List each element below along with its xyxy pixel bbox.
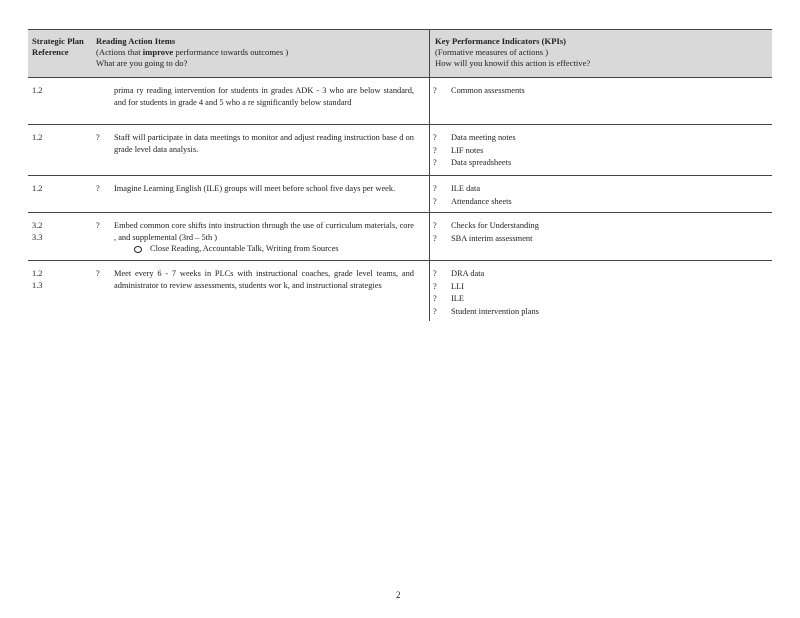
- row-action-text: prima ry reading intervention for students in grades ADK - 3 who are below standard, and for students in grade 4 and 5 who a re significantly below standard: [114, 86, 414, 107]
- kpi-text: ILE: [451, 294, 465, 303]
- kpi-marker: ?: [433, 221, 437, 230]
- header-col2-title: Reading Action Items: [96, 36, 176, 46]
- kpi-marker: ?: [433, 158, 437, 167]
- row-action: [96, 268, 414, 291]
- row-reference: 1.2: [32, 133, 43, 142]
- kpi-marker: ?: [433, 294, 437, 303]
- kpi-text: Attendance sheets: [451, 196, 512, 206]
- row-bullet: ?: [96, 221, 100, 230]
- row-divider: [429, 78, 430, 124]
- header-col3-line3: How will you knowif this action is effective?: [435, 58, 591, 68]
- row-bullet: ?: [96, 133, 100, 142]
- table-row: [28, 175, 772, 212]
- header-col2-line2: [96, 47, 416, 58]
- kpi-marker: ?: [433, 269, 437, 278]
- kpi-item: [433, 233, 763, 246]
- kpi-text: Student intervention plans: [451, 306, 539, 316]
- kpi-marker: ?: [433, 233, 437, 243]
- table-row: [28, 260, 772, 321]
- header-col2-line2-pre: (Actions that: [96, 47, 143, 57]
- header-col3-line2: (Formative measures of actions ): [435, 47, 549, 57]
- header-col2-line3: What are you going to do?: [96, 58, 188, 68]
- kpi-marker: ?: [433, 86, 437, 95]
- row-reference: 1.2: [32, 184, 43, 193]
- header-col3-title: Key Performance Indicators (KPIs): [435, 36, 567, 46]
- row-action: [96, 183, 414, 195]
- header-col2-line2-post: performance towards outcomes ): [173, 47, 289, 57]
- row-divider: [429, 125, 430, 175]
- kpi-text: Data meeting notes: [451, 133, 516, 142]
- row-action-text: Imagine Learning English (ILE) groups will meet before school five days per week.: [114, 184, 396, 193]
- kpi-text: DRA data: [451, 269, 485, 278]
- kpi-marker: ?: [433, 281, 437, 291]
- kpi-item: [433, 220, 763, 233]
- table-row: [28, 212, 772, 260]
- kpi-marker: ?: [433, 196, 437, 206]
- kpi-text: LLI: [451, 281, 465, 291]
- row-kpis: [433, 268, 763, 318]
- row-action-text: Embed common core shifts into instruction through the use of curriculum materials, core , and supplemental (3rd – 5th ): [114, 221, 414, 242]
- kpi-item: [433, 306, 763, 319]
- kpi-marker: ?: [433, 145, 437, 155]
- kpi-marker: ?: [433, 184, 437, 193]
- row-reference: 1.2 1.3: [32, 269, 43, 290]
- header-reading-action-items: [96, 36, 416, 69]
- row-sub-item: [96, 243, 414, 255]
- row-action: [96, 85, 414, 108]
- row-action: [96, 220, 414, 255]
- kpi-text: Common assessments: [451, 86, 525, 95]
- kpi-item: [433, 196, 763, 209]
- circle-bullet-icon: [134, 246, 142, 253]
- row-kpis: [433, 183, 763, 208]
- kpi-text: Data spreadsheets: [451, 158, 512, 167]
- kpi-item: [433, 293, 763, 306]
- row-divider: [429, 213, 430, 260]
- header-col2-line2-bold: improve: [142, 47, 174, 57]
- kpi-item: [433, 268, 763, 281]
- kpi-marker: ?: [433, 306, 437, 316]
- row-action-text: Meet every 6 - 7 weeks in PLCs with instructional coaches, grade level teams, and administrator to review assessments, students wor k, and instructional strategies: [114, 269, 414, 290]
- header-kpis: [435, 36, 765, 69]
- table-row: [28, 77, 772, 124]
- kpi-text: SBA interim assessment: [451, 233, 533, 243]
- page-number: 2: [396, 590, 401, 600]
- row-kpis: [433, 220, 763, 245]
- row-divider: [429, 261, 430, 321]
- action-plan-table: [28, 29, 772, 321]
- row-action: [96, 132, 414, 155]
- kpi-item: [433, 145, 763, 158]
- row-kpis: [433, 132, 763, 170]
- table-header: [28, 29, 772, 77]
- row-kpis: [433, 85, 763, 98]
- kpi-text: ILE data: [451, 184, 481, 193]
- kpi-marker: ?: [433, 133, 437, 142]
- row-divider: [429, 176, 430, 212]
- kpi-item: [433, 85, 763, 98]
- table-row: [28, 124, 772, 175]
- kpi-text: LIF notes: [451, 145, 484, 155]
- row-action-text: Staff will participate in data meetings to monitor and adjust reading instruction base d on grade level data analysis.: [114, 133, 414, 154]
- row-sub-text: Close Reading, Accountable Talk, Writing from Sources: [150, 244, 339, 253]
- row-reference: 1.2: [32, 86, 43, 95]
- row-bullet: ?: [96, 184, 100, 193]
- row-bullet: ?: [96, 269, 100, 278]
- kpi-text: Checks for Understanding: [451, 221, 539, 230]
- kpi-item: [433, 183, 763, 196]
- kpi-item: [433, 281, 763, 294]
- row-reference: 3.2 3.3: [32, 221, 43, 242]
- kpi-item: [433, 132, 763, 145]
- header-divider: [429, 30, 430, 77]
- header-strategic-plan-reference: Strategic Plan Reference: [32, 36, 84, 57]
- kpi-item: [433, 157, 763, 170]
